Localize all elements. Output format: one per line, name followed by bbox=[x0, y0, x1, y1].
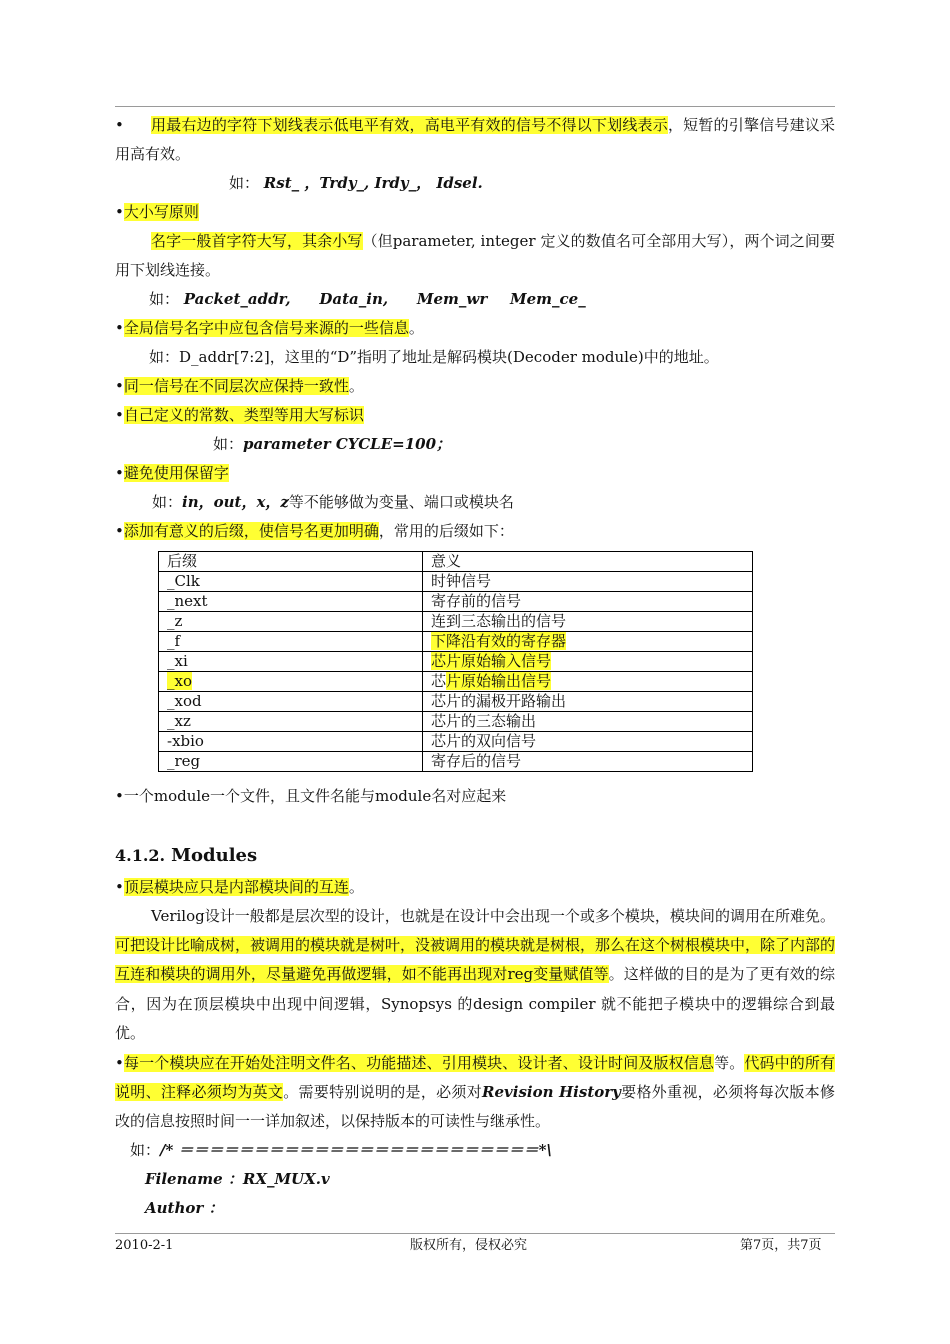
rule-global-signal: •全局信号名字中应包含信号来源的一些信息。 bbox=[115, 319, 424, 337]
code-example-line2: Filename ：RX_MUX.v bbox=[145, 1170, 330, 1188]
section-heading bbox=[115, 845, 257, 866]
table-cell: _z bbox=[159, 612, 423, 632]
footer-date: 2010-2-1 bbox=[115, 1238, 174, 1253]
rule-underscore-low-active bbox=[115, 111, 835, 169]
code-example-line3: Author ： bbox=[145, 1199, 224, 1217]
table-cell: _xi bbox=[159, 652, 423, 672]
bullet: • bbox=[115, 116, 124, 134]
table-row bbox=[159, 752, 753, 772]
table-row bbox=[159, 632, 753, 652]
rule-case-example: 如： Packet_addr, Data_in, Mem_wr Mem_ce_ bbox=[149, 290, 586, 308]
table-cell: 芯片的双向信号 bbox=[423, 732, 753, 752]
code-example-line1: 如：/* ＝＝＝＝＝＝＝＝＝＝＝＝＝＝＝＝＝＝＝＝＝＝＝＝*\ bbox=[130, 1141, 552, 1159]
rule-one-module-per-file: •一个module一个文件，且文件名能与module名对应起来 bbox=[115, 787, 507, 805]
footer-page-number: 第7页，共7页 bbox=[740, 1238, 822, 1253]
table-cell: _next bbox=[159, 592, 423, 612]
rule-consistency: •同一信号在不同层次应保持一致性。 bbox=[115, 377, 364, 395]
table-cell: 下降沿有效的寄存器 bbox=[423, 632, 753, 652]
table-cell: 芯片的漏极开路输出 bbox=[423, 692, 753, 712]
rule-reserved: •避免使用保留字 bbox=[115, 464, 229, 482]
rule-global-example: 如：D_addr[7:2]，这里的“D”指明了地址是解码模块(Decoder module)中的地址。 bbox=[149, 348, 719, 366]
modules-hierarchy-paragraph: Verilog设计一般都是层次型的设计，也就是在设计中会出现一个或多个模块，模块间的调用在所难免。可把设计比喻成树，被调用的模块就是树叶，没被调用的模块就是树根，那么在这个树根模块中，除了内部的互连和模块的调用外，尽量避免再做逻辑，如不能再出现对reg变量赋值等。这样做的目的是为了更有效的综合，因为在顶层模块中出现中间逻辑，Synopsys 的design compiler 就不能把子模块中的逻辑综合到最优。 bbox=[115, 907, 836, 1042]
rule-constants: •自己定义的常数、类型等用大写标识 bbox=[115, 406, 364, 424]
table-cell: _xz bbox=[159, 712, 423, 732]
table-cell: -xbio bbox=[159, 732, 423, 752]
rule-constants-example: 如：parameter CYCLE=100； bbox=[213, 435, 452, 453]
table-row bbox=[159, 732, 753, 752]
table-row bbox=[159, 592, 753, 612]
table-header: 后缀 bbox=[159, 552, 423, 572]
modules-header-comment-paragraph: •每一个模块应在开始处注明文件名、功能描述、引用模块、设计者、设计时间及版权信息等。代码中的所有说明、注释必须均为英文。需要特别说明的是，必须对Revision History要格外重视，必须将每次版本修改的信息按照时间一一详加叙述，以保持版本的可读性与继承性。 bbox=[115, 1054, 835, 1131]
modules-top-level: •顶层模块应只是内部模块间的互连。 bbox=[115, 878, 364, 896]
table-cell: _xod bbox=[159, 692, 423, 712]
table-cell: 芯片原始输入信号 bbox=[423, 652, 753, 672]
section-number: 4.1.2. bbox=[115, 846, 166, 865]
table-cell: _Clk bbox=[159, 572, 423, 592]
table-cell: 寄存前的信号 bbox=[423, 592, 753, 612]
example-signals: Rst_ ，Trdy_, Irdy_， Idsel. bbox=[263, 174, 483, 192]
rule-suffix: •添加有意义的后缀，使信号名更加明确，常用的后缀如下： bbox=[115, 522, 514, 540]
table-header: 意义 bbox=[423, 552, 753, 572]
table-header-row bbox=[159, 552, 753, 572]
table-row bbox=[159, 572, 753, 592]
rule-case-desc: 名字一般首字符大写，其余小写（但parameter, integer 定义的数值名可全部用大写），两个词之间要用下划线连接。 bbox=[115, 232, 835, 280]
table-cell: _f bbox=[159, 632, 423, 652]
rule-underscore-example: 如： Rst_ ，Trdy_, Irdy_， Idsel. bbox=[229, 174, 483, 192]
rule-underscore-rest: ，短暂的引擎信号建议采用高有效。 bbox=[115, 116, 835, 164]
section-title: Modules bbox=[171, 845, 258, 866]
table-row bbox=[159, 652, 753, 672]
table-cell: 寄存后的信号 bbox=[423, 752, 753, 772]
table-cell: 连到三态输出的信号 bbox=[423, 612, 753, 632]
table-cell: _reg bbox=[159, 752, 423, 772]
table-cell: 芯片原始输出信号 bbox=[423, 672, 753, 692]
rule-case-heading: •大小写原则 bbox=[115, 203, 199, 221]
suffix-table bbox=[158, 551, 753, 772]
table-row bbox=[159, 712, 753, 732]
rule-underscore-highlight: 用最右边的字符下划线表示低电平有效，高电平有效的信号不得以下划线表示 bbox=[150, 116, 668, 134]
table-row bbox=[159, 672, 753, 692]
table-cell: _xo bbox=[159, 672, 423, 692]
footer-copyright: 版权所有，侵权必究 bbox=[410, 1238, 528, 1253]
table-row bbox=[159, 692, 753, 712]
table-cell: 芯片的三态输出 bbox=[423, 712, 753, 732]
header-rule bbox=[115, 106, 835, 107]
table-row bbox=[159, 612, 753, 632]
rule-reserved-example: 如：in，out，x，z等不能够做为变量、端口或模块名 bbox=[152, 493, 514, 511]
footer-rule bbox=[115, 1233, 835, 1234]
table-cell: 时钟信号 bbox=[423, 572, 753, 592]
